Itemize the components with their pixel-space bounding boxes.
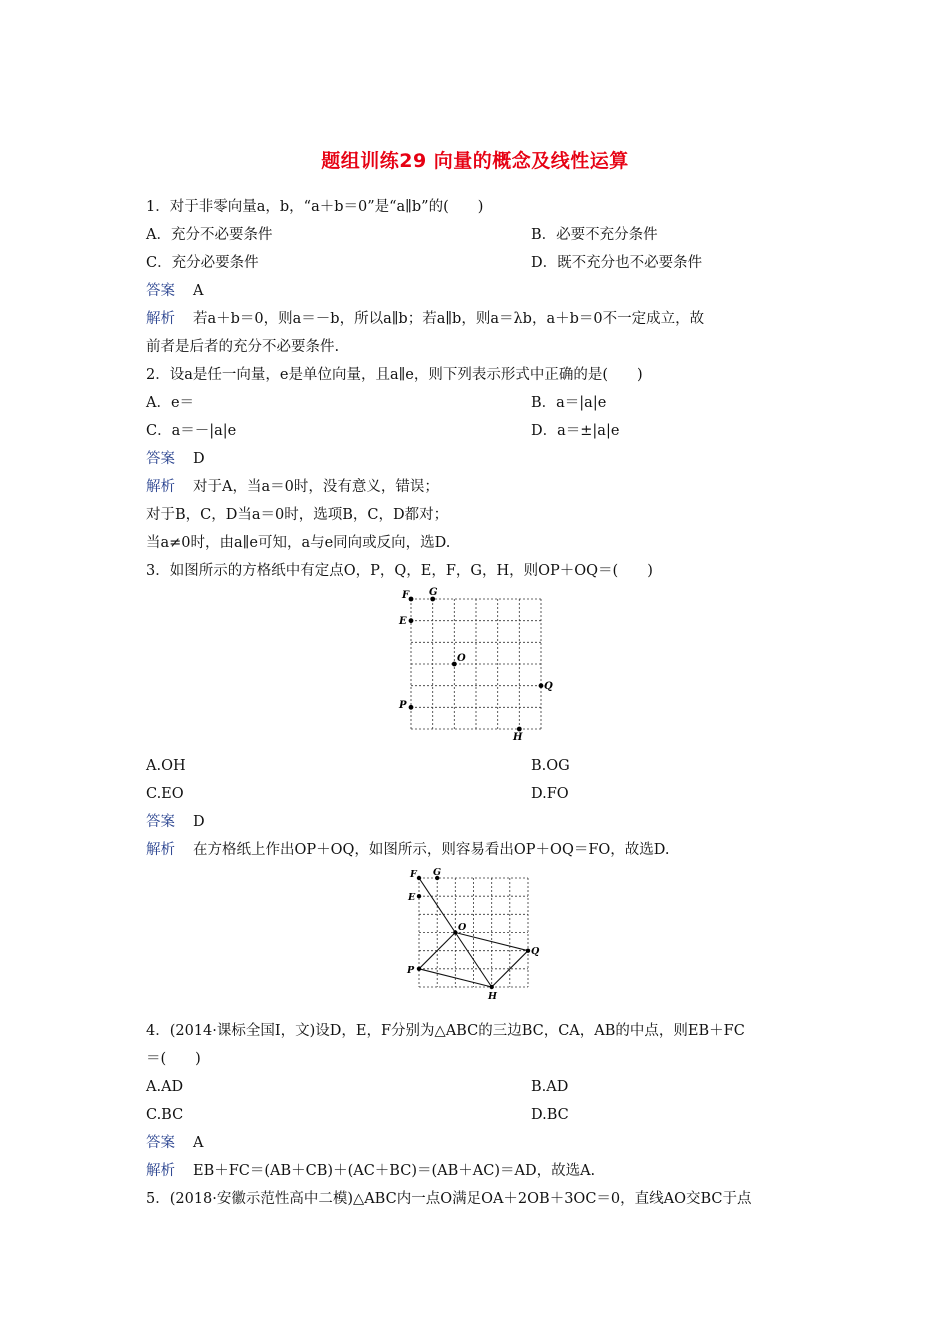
q4-analysis-1: EB＋FC＝(AB＋CB)＋(AC＋BC)＝(AB＋AC)＝AD，故选A. (193, 1163, 596, 1179)
q3-grid-figure (396, 584, 556, 744)
q3-analysis-line (146, 840, 670, 860)
point-q (526, 949, 530, 953)
label-o: O (458, 922, 467, 933)
q1-analysis-2: 前者是后者的充分不必要条件. (146, 339, 340, 355)
answer-label: 答案 (146, 1135, 175, 1151)
q2-option-c: C．a＝－|a|e (146, 423, 237, 439)
point-p (417, 967, 421, 971)
page-title: 题组训练29 向量的概念及线性运算 (321, 150, 629, 172)
q4-answer: A (193, 1135, 204, 1151)
point-q (539, 683, 544, 688)
label-e: E (408, 892, 416, 903)
q1-option-a: A．充分不必要条件 (146, 227, 273, 243)
analysis-label: 解析 (146, 1163, 175, 1179)
point-h (517, 727, 522, 732)
label-p: P (407, 965, 415, 976)
q5-stem-1: 5．(2018·安徽示范性高中二模)△ABC内一点O满足OA＋2OB＋3OC＝0，直线AO交BC于点 (146, 1191, 752, 1207)
q2-analysis-3: 当a≠0时，由a∥e可知，a与e同向或反向，选D. (146, 535, 451, 551)
q1-analysis-line (146, 309, 704, 329)
label-g: G (433, 867, 442, 878)
q4-stem-1: 4．(2014·课标全国Ⅰ，文)设D，E，F分别为△ABC的三边BC，CA，AB的中点，则EB＋FC (146, 1023, 745, 1039)
label-e: E (399, 616, 407, 627)
q4-stem-2: ＝( ) (146, 1051, 201, 1067)
q4-analysis-line (146, 1161, 595, 1181)
q2-answer-line (146, 449, 205, 469)
q4-answer-line (146, 1133, 203, 1153)
q3-option-d: D.FO (531, 786, 569, 802)
label-p: P (399, 700, 407, 711)
answer-label: 答案 (146, 451, 175, 467)
q3-solution-figure (404, 866, 554, 1006)
point-e (417, 894, 421, 898)
label-q: Q (544, 681, 553, 692)
answer-label: 答案 (146, 283, 175, 299)
answer-label: 答案 (146, 814, 175, 830)
q2-analysis-2: 对于B，C，D当a＝0时，选项B，C，D都对； (146, 507, 449, 523)
q2-answer: D (193, 451, 205, 467)
analysis-label: 解析 (146, 842, 175, 858)
q3-answer-line (146, 812, 205, 832)
q4-option-b: B.AD (531, 1079, 569, 1095)
q2-option-d: D．a＝±|a|e (531, 423, 620, 439)
q4-option-d: D.BC (531, 1107, 569, 1123)
q2-option-a: A．e＝ (146, 395, 195, 411)
point-o (453, 930, 457, 934)
q1-answer-line (146, 281, 203, 301)
q4-option-a: A.AD (146, 1079, 184, 1095)
q1-answer: A (193, 283, 204, 299)
grid-lines (419, 878, 528, 987)
q3-analysis-1: 在方格纸上作出OP＋OQ，如图所示，则容易看出OP＋OQ＝FO，故选D. (193, 842, 670, 858)
label-h: H (513, 732, 523, 743)
q2-option-b: B．a＝|a|e (531, 395, 607, 411)
q4-option-c: C.BC (146, 1107, 184, 1123)
analysis-label: 解析 (146, 479, 175, 495)
point-f (409, 597, 414, 602)
point-h (490, 985, 494, 989)
q3-stem: 3．如图所示的方格纸中有定点O，P，Q，E，F，G，H，则OP＋OQ＝( ) (146, 563, 653, 579)
q1-analysis-1: 若a＋b＝0，则a＝－b，所以a∥b；若a∥b，则a＝λb，a＋b＝0不一定成立，故 (193, 311, 705, 327)
label-f: F (402, 590, 410, 601)
q1-option-b: B．必要不充分条件 (531, 227, 658, 243)
analysis-label: 解析 (146, 311, 175, 327)
grid-lines (411, 599, 541, 729)
label-f: F (410, 869, 417, 880)
q2-analysis-line (146, 477, 439, 497)
q3-option-a: A.OH (146, 758, 186, 774)
q2-analysis-1: 对于A，当a＝0时，没有意义，错误； (193, 479, 439, 495)
point-e (409, 618, 414, 623)
q1-stem: 1．对于非零向量a，b，“a＋b＝0”是“a∥b”的( ) (146, 199, 484, 215)
point-f (417, 876, 421, 880)
q1-option-d: D．既不充分也不必要条件 (531, 255, 703, 271)
q1-option-c: C．充分必要条件 (146, 255, 259, 271)
label-q: Q (531, 946, 540, 957)
label-h: H (488, 991, 497, 1002)
label-g: G (429, 587, 438, 598)
q3-answer: D (193, 814, 205, 830)
point-p (409, 705, 414, 710)
q2-stem: 2．设a是任一向量，e是单位向量，且a∥e，则下列表示形式中正确的是( ) (146, 367, 643, 383)
point-o (452, 662, 457, 667)
q3-option-c: C.EO (146, 786, 184, 802)
label-o: O (457, 653, 466, 664)
q3-option-b: B.OG (531, 758, 570, 774)
